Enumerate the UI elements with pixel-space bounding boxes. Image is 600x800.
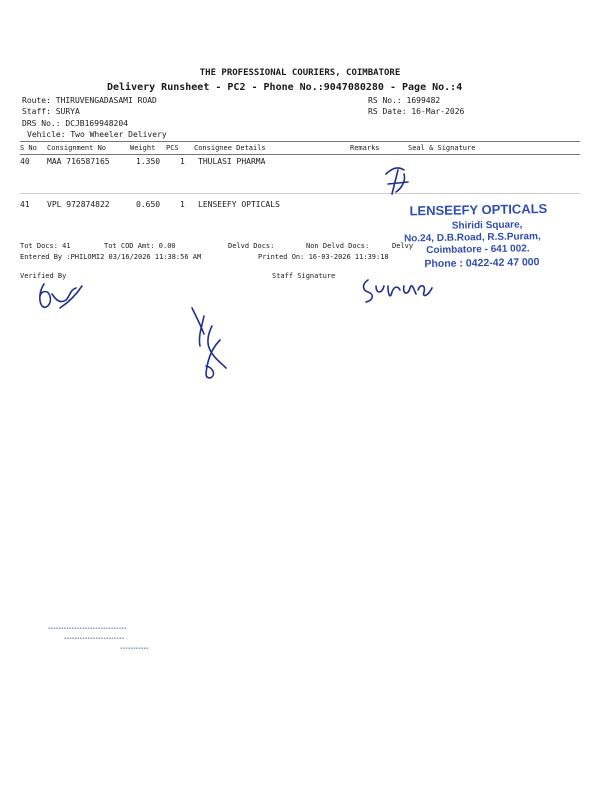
faint-imprint: ▪▪▪▪▪▪▪▪▪▪▪▪▪▪▪▪▪▪▪▪▪▪▪ — [64, 636, 125, 642]
verifier-signature — [30, 278, 90, 318]
printed-on: Printed On: 16-03-2026 11:39:18 — [258, 253, 389, 261]
verified-by-label: Verified By — [20, 272, 67, 280]
col-consignee: Consignee Details — [194, 144, 266, 152]
col-remarks: Remarks — [350, 144, 380, 152]
runsheet-subtitle: Delivery Runsheet - PC2 - Phone No.:9047080280 - Page No.:4 — [107, 82, 463, 93]
col-sno: S No — [20, 144, 37, 152]
row-consignment: VPL 972874822 — [47, 200, 110, 209]
vehicle-label: Vehicle: Two Wheeler Delivery — [27, 130, 167, 139]
delivered-docs: Delvd Docs: — [228, 242, 275, 250]
stamp-address-line1: Shiridi Square, — [451, 219, 523, 232]
row-consignment: MAA 716587165 — [47, 157, 110, 166]
rs-number: RS No.: 1699482 — [368, 96, 441, 105]
row-divider — [20, 193, 580, 194]
row-sno: 40 — [20, 157, 30, 166]
table-top-divider — [20, 141, 580, 142]
total-cod-amount: Tot COD Amt: 0.00 — [104, 242, 176, 250]
route-label: Route: THIRUVENGADASAMI ROAD — [22, 96, 157, 105]
row-pcs: 1 — [180, 200, 185, 209]
stamp-name: LENSEEFY OPTICALS — [409, 201, 548, 219]
entered-by: Entered By :PHILOMI2 03/16/2026 11:38:56 AM — [20, 253, 202, 261]
company-title: THE PROFESSIONAL COURIERS, COIMBATORE — [199, 68, 401, 78]
col-pcs: PCS — [166, 144, 179, 152]
stamp-address-line3: Coimbatore - 641 002. — [426, 243, 530, 257]
total-docs: Tot Docs: 41 — [20, 242, 71, 250]
faint-imprint: ▪▪▪▪▪▪▪▪▪▪▪▪▪▪▪▪▪▪▪▪▪▪▪▪▪▪▪▪▪▪ — [48, 626, 127, 632]
stamp-phone: Phone : 0422-42 47 000 — [424, 256, 540, 271]
company-stamp — [395, 200, 586, 273]
faint-imprint: ▪▪▪▪▪▪▪▪▪▪▪ — [120, 646, 149, 652]
delivery-label: Delvy — [392, 242, 414, 250]
receiver-signature-mark — [378, 160, 418, 200]
row-pcs: 1 — [180, 157, 185, 166]
col-seal-signature: Seal & Signature — [408, 144, 476, 152]
stamp-address-line2: No.24, D.B.Road, R.S.Puram, — [403, 231, 541, 245]
col-weight: Weight — [130, 144, 156, 152]
row-consignee: THULASI PHARMA — [198, 157, 266, 166]
row-weight: 0.650 — [136, 200, 161, 209]
table-header-divider — [20, 154, 580, 155]
row-sno: 41 — [20, 200, 30, 209]
staff-signature-label: Staff Signature — [272, 272, 336, 280]
staff-signature — [358, 272, 438, 308]
initials-signature — [186, 306, 246, 386]
non-delivered-docs: Non Delvd Docs: — [306, 242, 370, 250]
drs-number: DRS No.: DCJB169948204 — [22, 119, 128, 128]
staff-label: Staff: SURYA — [22, 107, 80, 116]
row-consignee: LENSEEFY OPTICALS — [198, 200, 280, 209]
col-consignment: Consignment No — [47, 144, 107, 152]
rs-date: RS Date: 16-Mar-2026 — [368, 107, 465, 116]
row-weight: 1.350 — [136, 157, 161, 166]
